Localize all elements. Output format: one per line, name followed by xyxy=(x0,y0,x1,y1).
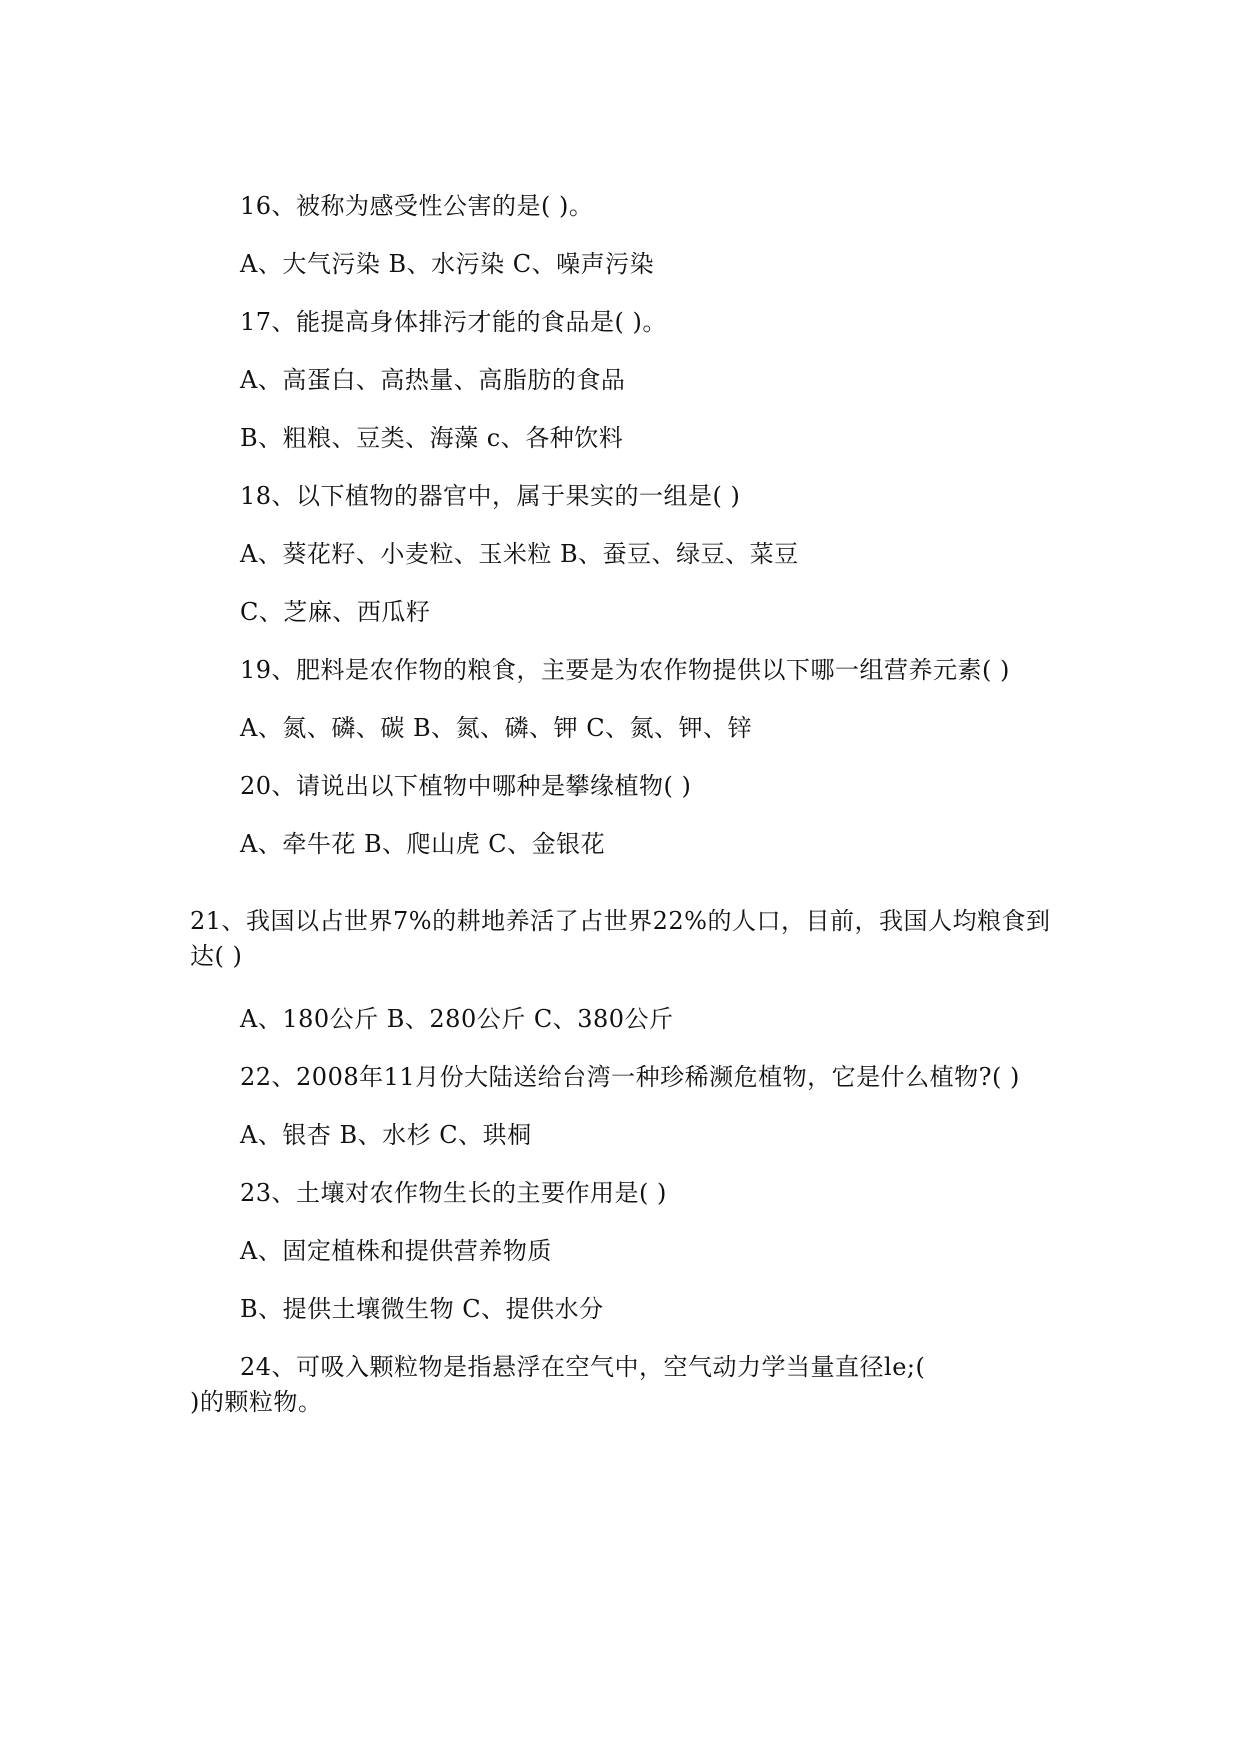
question-19-options: A、氮、磷、碳 B、氮、磷、钾 C、氮、钾、锌 xyxy=(240,714,753,742)
question-20: 20、请说出以下植物中哪种是攀缘植物( ) xyxy=(240,772,692,800)
question-18-option-c: C、芝麻、西瓜籽 xyxy=(240,598,431,626)
question-23-options: B、提供土壤微生物 C、提供水分 xyxy=(240,1295,604,1323)
question-17-option-a: A、高蛋白、高热量、高脂肪的食品 xyxy=(240,366,626,394)
question-22: 22、2008年11月份大陆送给台湾一种珍稀濒危植物，它是什么植物?( ) xyxy=(240,1063,1020,1091)
question-21-line-1: 21、我国以占世界7%的耕地养活了占世界22%的人口，目前，我国人均粮食到 xyxy=(190,907,1051,935)
question-17-option-b: B、粗粮、豆类、海藻 c、各种饮料 xyxy=(240,424,624,452)
question-24-line-1: 24、可吸入颗粒物是指悬浮在空气中，空气动力学当量直径le;( xyxy=(240,1353,926,1381)
question-23-option-a: A、固定植株和提供营养物质 xyxy=(240,1237,552,1265)
question-20-options: A、牵牛花 B、爬山虎 C、金银花 xyxy=(240,830,606,858)
question-17: 17、能提高身体排污才能的食品是( )。 xyxy=(240,308,667,336)
question-24-line-2: )的颗粒物。 xyxy=(190,1388,323,1416)
question-16: 16、被称为感受性公害的是( )。 xyxy=(240,192,594,220)
question-18: 18、以下植物的器官中，属于果实的一组是( ) xyxy=(240,482,741,510)
question-21-options: A、180公斤 B、280公斤 C、380公斤 xyxy=(240,1005,674,1033)
question-22-options: A、银杏 B、水杉 C、珙桐 xyxy=(240,1121,532,1149)
question-19: 19、肥料是农作物的粮食，主要是为农作物提供以下哪一组营养元素( ) xyxy=(240,656,1010,684)
question-18-options: A、葵花籽、小麦粒、玉米粒 B、蚕豆、绿豆、菜豆 xyxy=(240,540,799,568)
question-16-options: A、大气污染 B、水污染 C、噪声污染 xyxy=(240,250,655,278)
question-21-line-2: 达( ) xyxy=(190,942,243,970)
question-23: 23、土壤对农作物生长的主要作用是( ) xyxy=(240,1179,667,1207)
